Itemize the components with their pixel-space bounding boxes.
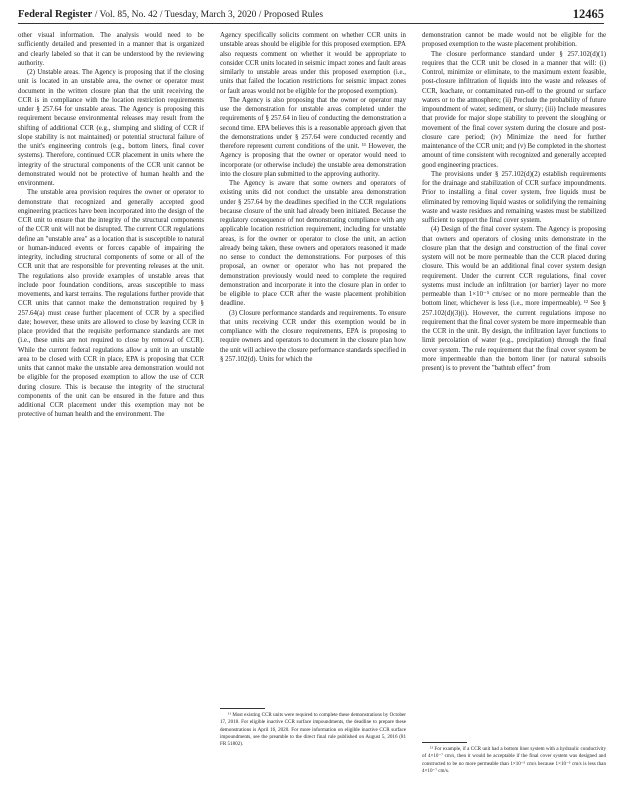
footnote-text: ¹¹ Most existing CCR units were required to complete these demonstrations by October 17, 2018. For eligible inactive CCR surface impoundments, the deadline to prepare these demonstrations is April 16, 2020. For more information on eligible inactive CCR surface impoundments, see the preamble to the direct final rule published on August 5, 2016 (81 FR 51802). (220, 712, 406, 748)
paragraph: (2) Unstable areas. The Agency is proposing that if the closing unit is located in an unstable area, the owner or operator must document in the written closure plan that the unit receiving the CCR is in compliance with the location restriction requirements under § 257.64 for unstable areas. The Agency is proposing this requirement because environmental releases may result from the shifting of additional CCR (e.g., slumping and sliding of CCR if slope stability is not maintained) or potential structural failure of the unit's engineering controls (e.g., bottom liners, final cover systems). Therefore, continued CCR placement in units where the integrity of the structural components of the CCR unit cannot be demonstrated would not be protective of human health and the environment. (18, 69, 204, 187)
text-column-1 (18, 31, 204, 420)
paragraph: Agency specifically solicits comment on whether CCR units in unstable areas should be eligible for this proposed exemption. EPA also requests comment on whether it would be appropriate to consider CCR units located in seismic impact zones and fault areas similarly to unstable areas under this proposed exemption (i.e., units that failed the location restrictions for seismic impact zones or fault areas would not be eligible for the proposed exemption). (220, 32, 406, 95)
footnote-text: ¹² For example, if a CCR unit had a bottom liner system with a hydraulic conductivity of 4×10⁻⁷ cm/s, then it would be acceptable if the final cover system was designed and constructed to be no more permeable than 1×10⁻⁵ cm/s because 1×10⁻⁵ cm/s is less than 4×10⁻⁷ cm/s. (422, 746, 606, 774)
footnote-12 (422, 746, 606, 775)
paragraph: The Agency is also proposing that the owner or operator may use the demonstration for unstable areas completed under the requirements of § 257.64 in lieu of conducting the demonstration a second time. EPA believes this is a reasonable approach given that the demonstrations under § 257.64 were conducted recently and therefore represent current conditions of the unit. ¹¹ However, the Agency is proposing that the owner or operator would need to incorporate (or otherwise include) the unstable area demonstration into the closure plan submitted to the approving authority. (220, 96, 406, 178)
page-header (18, 6, 604, 24)
header-rule (18, 23, 604, 24)
text-column-2 (220, 31, 406, 364)
paragraph: (3) Closure performance standards and requirements. To ensure that units receiving CCR under this exemption would be in compliance with the closure requirements, EPA is proposing to require owners and operators to document in the closure plan how the unit will achieve the closure performance standards specified in § 257.102(d). Units for which the (220, 309, 406, 363)
publication-title: Federal Register (18, 9, 93, 20)
paragraph: other visual information. The analysis would need to be sufficiently detailed and presented in a manner that is organized and clearly labeled so that it can be understood by the reviewing authority. (18, 32, 204, 67)
footnote-rule (422, 742, 467, 743)
text-column-3 (422, 31, 606, 373)
paragraph: The Agency is aware that some owners and operators of existing units did not conduct the unstable area demonstration under § 257.64 by the deadlines specified in the CCR regulations because closure of the unit had already been initiated. Because the regulatory consequence of not demonstrating compliance with any applicable location restriction requirement, including for unstable areas, is for the owner or operator to close the unit, an action already being taken, these owners and operators reasoned it made no sense to conduct the demonstrations. For purposes of this proposal, an owner or operator who has not prepared the demonstration previously would need to complete the required demonstration and incorporate it into the closure plan in order to be eligible to place CCR after the waste placement prohibition deadline. (220, 180, 406, 308)
page-number: 12465 (572, 7, 604, 21)
header-citation: / Vol. 85, No. 42 / Tuesday, March 3, 2020 / Proposed Rules (94, 10, 324, 20)
paragraph: The closure performance standard under § 257.102(d)(1) requires that the CCR unit be closed in a manner that will: (i) Control, minimize or eliminate, to the maximum extent feasible, post-closure infiltration of liquids into the waste and releases of CCR, leachate, or contaminated run-off to the ground or surface waters or to the atmosphere; (ii) Preclude the probability of future impoundment of water, sediment, or slurry; (iii) Include measures that provide for major slope stability to prevent the sloughing or movement of the final cover system during the closure and post-closure care period; (iv) Minimize the need for further maintenance of the CCR unit; and (v) Be completed in the shortest amount of time consistent with recognized and generally accepted good engineering practices. (422, 50, 606, 169)
paragraph: The provisions under § 257.102(d)(2) establish requirements for the drainage and stabilization of CCR surface impoundments. Prior to installing a final cover system, free liquids must be eliminated by removing liquid wastes or solidifying the remaining waste and waste residues and remaining wastes must be stabilized sufficient to support the final cover system. (422, 170, 606, 224)
footnote-11 (220, 712, 406, 748)
footnote-rule (220, 708, 265, 709)
paragraph: (4) Design of the final cover system. The Agency is proposing that owners and operators of closing units demonstrate in the closure plan that the design and construction of the final cover system will not be more permeable than the CCR placed during closure. This would be an additional final cover system design requirement. Under the current CCR regulations, final cover systems must include an infiltration (or barrier) layer no more permeable than 1×10⁻⁵ cm/sec or no more permeable than the bottom liner, whichever is less (i.e., more impermeable). ¹² See § 257.102(d)(3)(i). However, the current regulations impose no requirement that the final cover system be more impermeable than the CCR in the unit. By design, the infiltration layer functions to limit percolation of water (e.g., precipitation) through the final cover system. The rule requirement that the final cover system be more impermeable than the bottom liner (or natural subsoils present) is to prevent the "bathtub effect" from (422, 226, 606, 372)
paragraph: demonstration cannot be made would not be eligible for the proposed exemption to the waste placement prohibition. (422, 32, 606, 49)
paragraph: The unstable area provision requires the owner or operator to demonstrate that recognized and generally accepted good engineering practices have been incorporated into the design of the CCR unit to ensure that the integrity of the structural components of the CCR unit will not be disrupted. The current CCR regulations define an "unstable area" as a location that is susceptible to natural or human-induced events or forces capable of impairing the integrity, including structural components of some or all of the CCR unit that are responsible for preventing releases at the unit. The regulations also provide examples of unstable areas that include poor foundation conditions, areas susceptible to mass movements, and karst terrains. The regulations further provide that CCR units that cannot make the demonstration required by § 257.64(a) must cease further placement of CCR by a specified date; however, these units are allowed to close by leaving CCR in place provided that the requisite performance standards are met (i.e., these units are not required to close by removal of CCR). While the current federal regulations allow a unit in an unstable area to be closed with CCR in place, EPA is proposing that CCR units that cannot make the unstable area demonstration would not be eligible for the proposed exemption to allow the use of CCR during closure. This is because the integrity of the structural components of the unit can be ensured in the future and thus additional CCR placement under this exemption may not be protective of human health and the environment. The (18, 189, 204, 419)
